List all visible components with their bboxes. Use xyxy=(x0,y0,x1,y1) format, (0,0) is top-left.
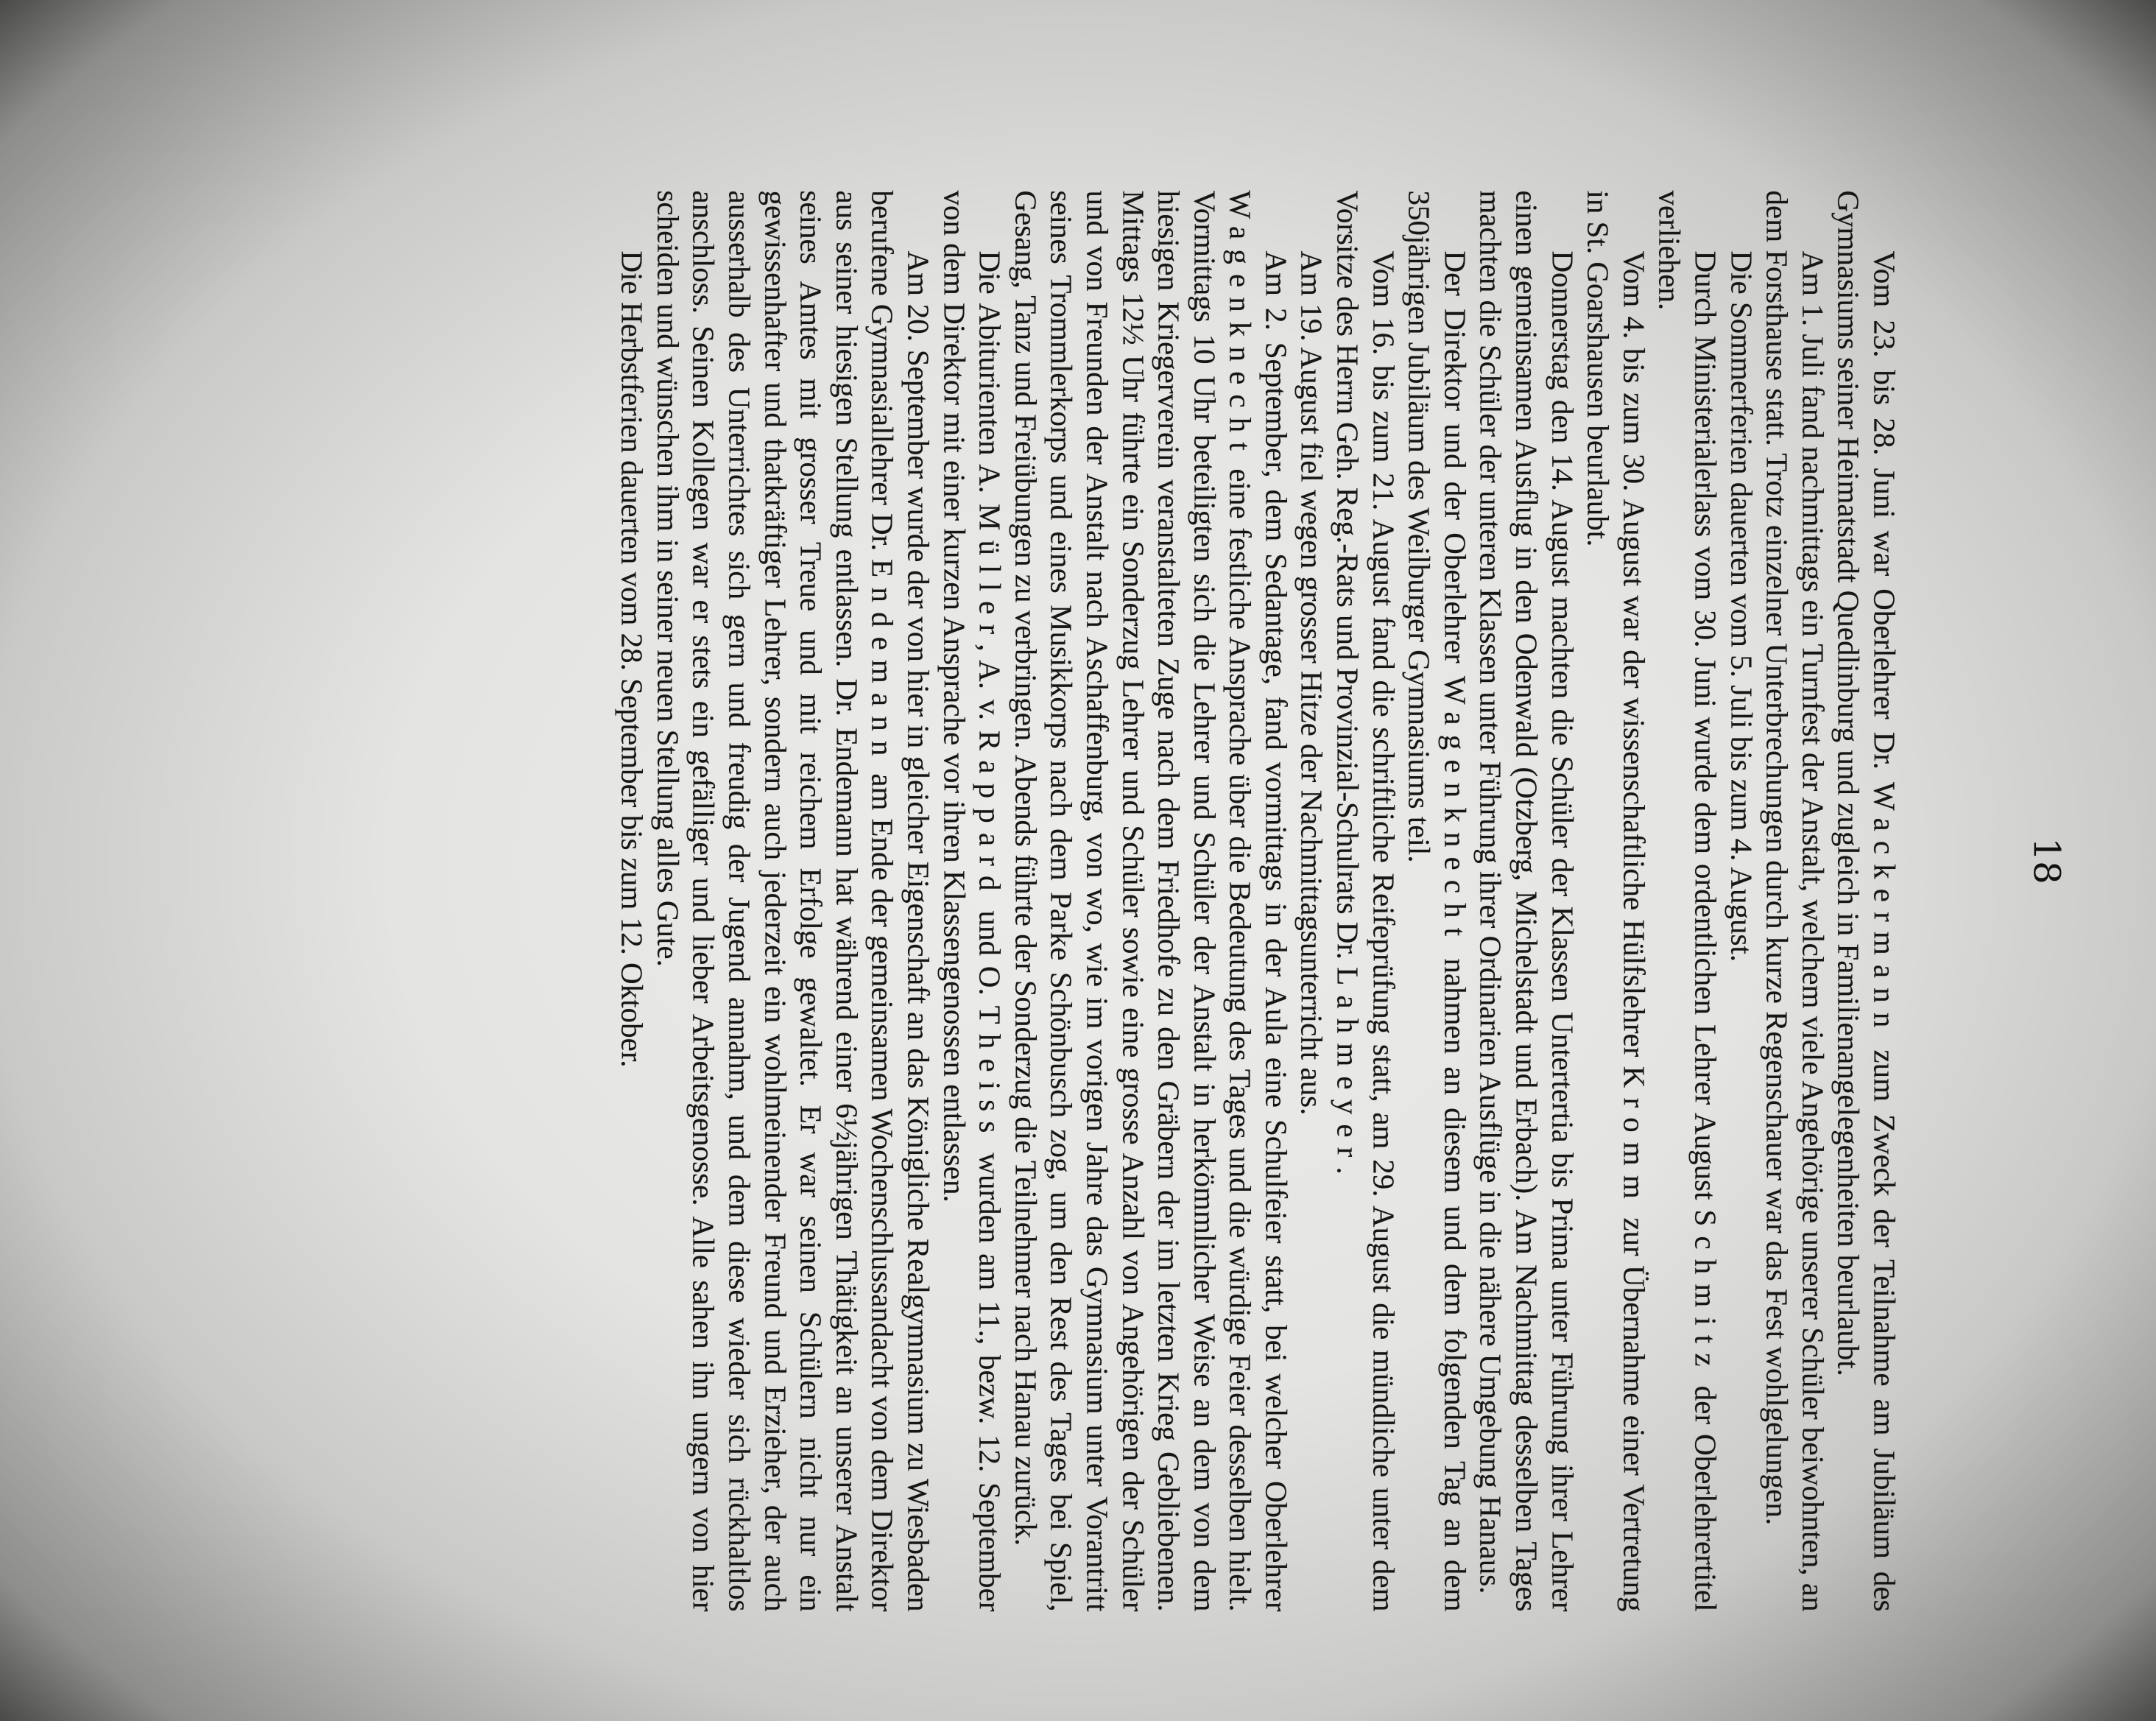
paragraph-p7 xyxy=(1401,190,1473,1611)
text-run: Am 20. September wurde der von hier in gleicher Eigenschaft an das Königliche Realgymnasium zu Wiesbaden berufene Gymnasiallehrer Dr. xyxy=(865,190,935,1611)
text-run: am Ende der gemeinsamen Wochenschlussandacht von dem Direktor aus seiner hiesigen Stellung entlassen. Dr. Endemann hat während einer 6½jährigen Thätigkeit an unserer Anstalt seines Amtes mit grosser Treue und mit reichem Erfolge gewaltet. Er war seinen Schülern nicht nur ein gewissenhafter und thatkräftiger Lehrer, sondern auch jederzeit ein wohlmeinender Freund und Erzieher, der auch ausserhalb des Unterrichtes sich gern und freudig der Jugend annahm, und dem diese wieder sich rückhaltlos anschloss. Seinen Kollegen war er stets ein gefälliger und lieber Arbeitsgenosse. Alle sahen ihn ungern von hier scheiden und wünschen ihm in seiner neuen Stellung alles Gute. xyxy=(650,190,900,1611)
spaced-name: Endemann xyxy=(865,558,900,765)
text-run: nahmen an diesem und dem folgenden Tag an dem 350jährigen Jubiläum des Weilburger Gymnasiums teil. xyxy=(1402,190,1472,1611)
page-number: 18 xyxy=(2025,837,2068,884)
spaced-name: Kromm xyxy=(1616,1066,1651,1208)
paragraph-p9 xyxy=(1294,190,1330,1611)
text-run: eine festliche Ansprache über die Bedeutung des Tages und die würdige Feier desselben hielt. Vormittags 10 Uhr beteiligten sich die Lehrer und Schüler der Anstalt in herkömmlicher Weise an dem von dem hiesigen Kriegerverein veranstalteten Zuge nach dem Friedhofe zu den Gräbern der im letzten Krieg Gebliebenen. Mittags 12½ Uhr führte ein Sonderzug Lehrer und Schüler sowie eine grosse Anzahl von Angehörigen der Schüler und von Freunden der Anstalt nach Aschaffenburg, von wo, wie im vorigen Jahre das Gymnasium unter Vorantritt seines Trommlerkorps und eines Musikkorps nach dem Parke Schönbusch zog, um den Rest des Tages bei Spiel, Gesang, Tanz und Freiübungen zu verbringen. Abends führte der Sonderzug die Teilnehmer nach Hanau zurück. xyxy=(1008,190,1258,1611)
text-run: Vom 4. bis zum 30. August war der wissenschaftliche Hülfslehrer xyxy=(1616,250,1651,1066)
spaced-name: Schmitz xyxy=(1688,1209,1723,1376)
text-run: und O. xyxy=(973,900,1007,1006)
spaced-name: Wackermann xyxy=(1867,781,1901,1037)
paragraph-p8 xyxy=(1330,190,1401,1611)
spaced-name: Müller xyxy=(973,503,1007,644)
text-run: Am 2. September, dem Sedantage, fand vormittags in der Aula eine Schulfeier statt, bei welcher Oberlehrer xyxy=(1258,250,1293,1611)
text-run: Vom 16. bis zum 21. August fand die schriftliche Reifeprüfung statt, am 29. August die mündliche unter dem Vorsitze des Herrn Geh. Reg.-Rats und Provinzial-Schulrats Dr. xyxy=(1331,190,1401,1611)
text-run: Am 1. Juli fand nachmittags ein Turnfest der Anstalt, welchem viele Angehörige unserer Schüler beiwohnten, an dem Forsthause statt. Trotz einzelner Unterbrechungen durch kurze Regenschauer war das Fest wohlgelungen. xyxy=(1760,190,1830,1611)
text-run: Der Direktor und der Oberlehrer xyxy=(1437,250,1472,676)
text-run: wurden am 11., bezw. 12. September von dem Direktor mit einer kurzen Ansprache vor ihren Klassengenossen entlassen. xyxy=(937,190,1007,1612)
text-run: der Oberlehrertitel verliehen. xyxy=(1652,190,1723,1611)
text-run: . xyxy=(1331,1166,1365,1175)
paragraph-p1 xyxy=(1831,190,1902,1611)
body-text xyxy=(614,190,1902,1611)
text-run: zur Übernahme einer Vertretung in St. Goarshausen beurlaubt. xyxy=(1581,190,1651,1611)
paragraph-p6 xyxy=(1473,190,1580,1611)
text-run: zum Zweck der Teilnahme am Jubiläum des Gymnasiums seiner Heimatstadt Quedlinburg und zugleich in Familienangelegenheiten beurlaubt. xyxy=(1831,190,1901,1612)
paragraph-p12 xyxy=(649,190,936,1611)
spaced-name: Wagenknecht xyxy=(1437,675,1472,946)
paragraph-p11 xyxy=(936,190,1007,1611)
spaced-name: Theiss xyxy=(973,1005,1007,1142)
text-run: Vom 23. bis 28. Juni war Oberlehrer Dr. xyxy=(1867,250,1901,782)
text-run: Durch Ministerialerlass vom 30. Juni wurde dem ordentlichen Lehrer August xyxy=(1688,250,1723,1210)
paragraph-p13 xyxy=(614,190,650,1611)
text-run: Donnerstag den 14. August machten die Schüler der Klassen Untertertia bis Prima unter Führung ihrer Lehrer einen gemeinsamen Ausflug in den Odenwald (Otzberg, Michelstadt und Erbach). Am Nachmittag desselben Tages machten die Schüler der unteren Klassen unter Führung ihrer Ordinarien Ausflüge in die nähere Umgebung Hanaus. xyxy=(1473,190,1579,1611)
text-run: , A. v. xyxy=(973,643,1007,731)
spaced-name: Rappard xyxy=(973,730,1007,901)
paragraph-p10 xyxy=(1007,190,1294,1611)
text-run: Die Sommerferien dauerten vom 5. Juli bis zum 4. August. xyxy=(1724,250,1758,962)
paragraph-p2 xyxy=(1759,190,1831,1611)
paragraph-p5 xyxy=(1580,190,1652,1611)
paragraph-p4 xyxy=(1652,190,1723,1611)
paragraph-p3 xyxy=(1723,190,1759,1611)
text-run: Die Abiturienten A. xyxy=(973,250,1007,504)
text-run: Die Herbstferien dauerten vom 28. September bis zum 12. Oktober. xyxy=(615,250,649,1067)
spaced-name: Lahmeyer xyxy=(1331,966,1365,1166)
text-run: Am 19. August fiel wegen grosser Hitze der Nachmittagsunterricht aus. xyxy=(1294,250,1329,1115)
spaced-name: Wagenknecht xyxy=(1223,190,1258,460)
